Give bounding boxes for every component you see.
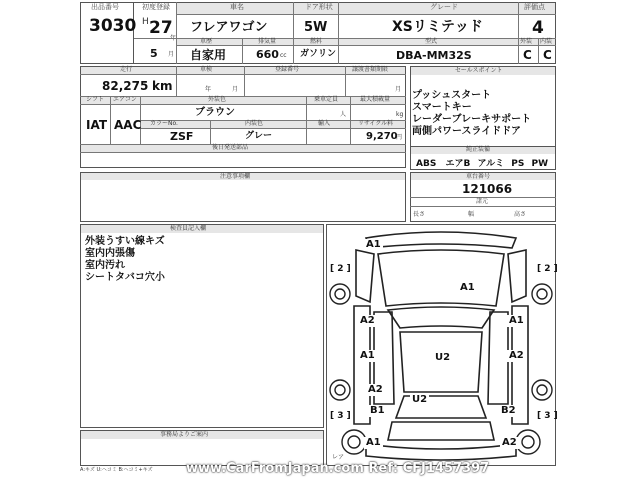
reg-label: 初度登録 [142, 3, 170, 11]
equipment-item: エアB [445, 159, 471, 169]
ext-color: ブラウン [195, 107, 235, 118]
sales-point-item: スマートキー [412, 102, 472, 113]
bracket-mark: [ 3 ] [330, 411, 351, 421]
length-label: 長さ [413, 211, 426, 218]
equipment-list [416, 156, 548, 169]
damage-mark: U2 [435, 352, 451, 363]
damage-mark: U2 [412, 394, 428, 405]
equipment-item: PS [511, 159, 525, 169]
chassis-number: 121066 [462, 182, 513, 196]
inspector-item: 外装うすい線キズ [85, 236, 165, 247]
reg-month: 5 [150, 47, 158, 60]
displacement: 660 [256, 48, 279, 61]
transfer-month-unit: 月 [395, 86, 402, 93]
inspection-year-unit: 年 [205, 86, 212, 93]
ext-color-label: 外装色 [208, 96, 227, 103]
damage-mark: A1 [366, 437, 381, 448]
notes-title: 注意事項欄 [220, 173, 251, 180]
tax-label: リサイクル料 [358, 120, 394, 127]
model-label: 型式 [425, 38, 438, 45]
lot-number: 3030 [89, 16, 137, 36]
equipment-title: 純正装備 [466, 146, 491, 153]
fuel: ガソリン [300, 49, 337, 59]
equipment-item: PW [531, 159, 548, 169]
sales-point-item: 両側パワースライドドア [412, 126, 521, 137]
reg-year: 27 [149, 18, 173, 38]
sales-points-title: セールスポイント [455, 67, 503, 74]
damage-mark: A1 [366, 239, 381, 250]
sales-point-item: レーダーブレーキサポート [412, 114, 532, 125]
damage-mark: A2 [509, 350, 524, 361]
bracket-mark: [ 2 ] [537, 264, 558, 274]
cc-unit: cc [280, 52, 287, 59]
inspection-month-unit: 月 [232, 86, 239, 93]
reg-tsuki: 月 [168, 51, 175, 58]
damage-mark: A2 [502, 437, 517, 448]
grade: XSリミテッド [392, 19, 483, 35]
car-diagram [326, 224, 556, 466]
door-type: 5W [304, 20, 328, 35]
int-grade: C [543, 48, 552, 62]
door-label: ドア形状 [305, 3, 333, 11]
mileage: 82,275 [102, 79, 149, 93]
sales-point-item: プッシュスタート [412, 90, 492, 101]
model-code: DBA-MM32S [396, 49, 472, 62]
sales-points-list [412, 90, 531, 138]
tax-value: 9,270 [366, 131, 398, 142]
reg-era: H [142, 17, 149, 27]
load-label: 最大積載量 [360, 96, 391, 103]
bracket-mark: [ 3 ] [537, 411, 558, 421]
retrofit-label: 後日発送部品 [212, 144, 249, 151]
dims-label: 諸元 [476, 198, 489, 205]
inspector-list [85, 236, 165, 284]
ext-grade-label: 外装 [520, 38, 533, 45]
shift: IAT [86, 118, 108, 132]
inspector-item: 室内内張傷 [85, 248, 135, 259]
damage-mark: A1 [509, 315, 524, 326]
damage-mark: A1 [360, 350, 375, 361]
bracket-mark: [ 2 ] [330, 264, 351, 274]
equipment-item: アルミ [477, 159, 505, 169]
aircon: AAC [114, 118, 142, 132]
usage: 自家用 [190, 48, 227, 62]
width-label: 幅 [468, 211, 475, 218]
inspection-label: 車検 [200, 66, 213, 73]
reg-no-label: 登録番号 [275, 66, 300, 73]
office-title: 事務局よりご案内 [160, 431, 209, 438]
inspector-item: シートタバコ穴小 [85, 272, 165, 283]
lot-label: 出品番号 [91, 3, 119, 11]
int-color: グレー [245, 131, 273, 141]
inspector-item: 室内汚れ [85, 260, 125, 271]
car-name: フレアワゴン [190, 20, 268, 35]
legend: A:キズ U:ヘコミ B:ヘコミ+キズ [80, 467, 153, 473]
fuel-label: 燃料 [310, 38, 323, 45]
transfer-label: 譲渡書類期限 [352, 66, 389, 73]
damage-mark: B1 [370, 405, 385, 416]
color-no: ZSF [170, 130, 194, 143]
shift-label: シフト [86, 96, 105, 103]
reg-nen: 年 [170, 35, 177, 42]
int-color-label: 内装色 [245, 120, 264, 127]
load-unit: kg [396, 111, 404, 118]
inspector-title: 検査員記入欄 [170, 225, 207, 232]
mileage-unit: km [152, 79, 173, 93]
damage-mark: A2 [360, 315, 375, 326]
color-no-label: カラーNo. [150, 120, 178, 127]
chassis-title: 車台番号 [466, 173, 491, 180]
grade-label: グレード [430, 3, 458, 11]
mileage-label: 走行 [120, 66, 133, 73]
height-label: 高さ [514, 211, 527, 218]
aircon-label: エアコン [113, 96, 137, 103]
rear-label: レア [332, 454, 345, 461]
usage-label: 車歴 [200, 38, 213, 45]
score-label: 評価点 [524, 3, 545, 11]
int-grade-label: 内装 [540, 38, 553, 45]
capacity-label: 乗車定員 [314, 96, 339, 103]
watermark: www.CarFromJapan.com Ref: CFJ1457397 [186, 461, 490, 476]
equipment-item: ABS [416, 159, 437, 169]
car-name-label: 車名 [230, 3, 244, 11]
import-label: 輸入 [318, 120, 331, 127]
damage-mark: B2 [501, 405, 516, 416]
tax-unit: 円 [396, 134, 403, 141]
displacement-label: 排気量 [258, 38, 277, 45]
score: 4 [532, 18, 544, 38]
capacity-unit: 人 [340, 111, 347, 118]
damage-mark: A1 [460, 282, 475, 293]
ext-grade: C [523, 48, 532, 62]
damage-mark: A2 [368, 384, 383, 395]
